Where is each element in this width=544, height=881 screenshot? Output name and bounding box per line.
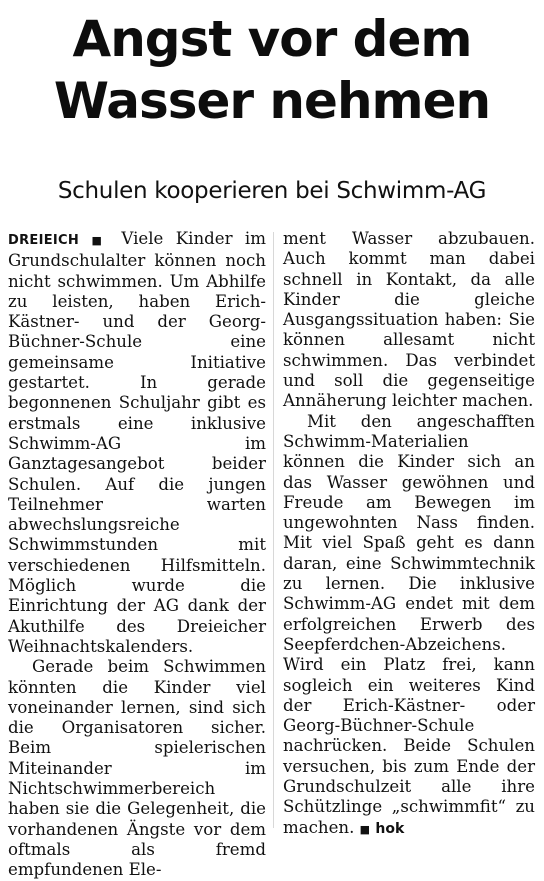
author-initials: hok xyxy=(375,820,405,837)
headline-line-2: Wasser nehmen xyxy=(53,72,491,130)
end-square-icon: ■ xyxy=(359,822,371,836)
paragraph-3: ment Wasser abzubauen. Auch kommt man dabei schnell in Kontakt, da alle Kinder die gleiche Ausgangssituation haben: Sie können allesamt nicht schwimmen. Das verbindet und soll die gegenseitige Annäherung leichter machen. xyxy=(283,229,535,411)
square-bullet-icon: ■ xyxy=(91,234,109,247)
paragraph-4-text: Mit den angeschafften Schwimm-Materialien können die Kinder sich an das Wasser gewöhnen und Freude am Bewegen im ungewohnten Nass finden. Mit viel Spaß geht es dann daran, eine Schwimmtechnik zu lernen. Die inklusive Schwimm-AG endet mit dem erfolgreichen Erwerb des Seepferdchen-Abzeichens. Wird ein Platz frei, kann sogleich ein weiteres Kind der Erich-Kästner- oder Georg-Büchner-Schule nachrücken. Beide Schulen versuchen, bis zum Ende der Grundschulzeit alle ihre Schützlinge „schwimmfit“ zu machen. xyxy=(283,411,535,837)
dateline: DREIEICH xyxy=(8,233,80,248)
column-divider xyxy=(273,232,274,828)
paragraph-1 xyxy=(8,229,266,657)
column-left xyxy=(8,229,266,881)
column-right xyxy=(283,229,535,840)
subheadline: Schulen kooperieren bei Schwimm-AG xyxy=(57,178,487,204)
headline-line-1: Angst vor dem xyxy=(72,10,472,68)
headline xyxy=(0,8,544,132)
paragraph-2: Gerade beim Schwimmen könnten die Kinder viel voneinander lernen, sind sich die Organisatoren sicher. Beim spielerischen Miteinander im Nichtschwimmerbereich haben sie die Gelegenheit, die vorhandenen Ängste vor dem oftmals als fremd empfundenen Ele- xyxy=(8,657,266,880)
paragraph-1-text: Viele Kinder im Grundschulalter können noch nicht schwimmen. Um Abhilfe zu leisten, haben Erich-Kästner- und der Georg-Büchner-Schule eine gemeinsame Initiative gestartet. In gerade begonnenen Schuljahr gibt es erstmals eine inklusive Schwimm-AG im Ganztagesangebot beider Schulen. Auf die jungen Teilnehmer warten abwechslungsreiche Schwimmstunden mit verschiedenen Hilfsmitteln. Möglich wurde die Einrichtung der AG dank der Akuthilfe des Dreieicher Weihnachtskalenders. xyxy=(8,229,266,656)
paragraph-4 xyxy=(283,412,535,840)
